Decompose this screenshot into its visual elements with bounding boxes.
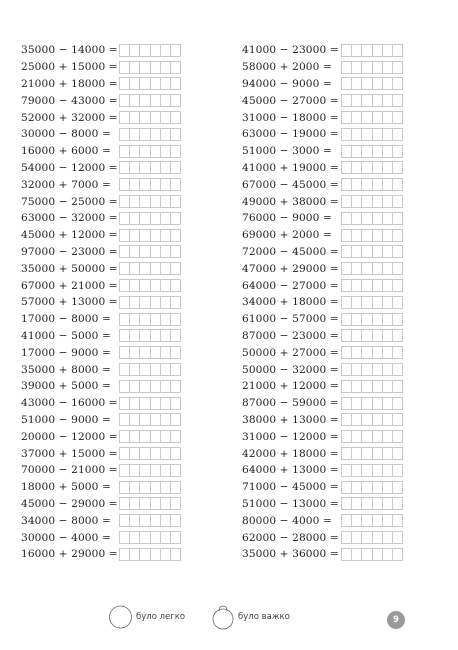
answer-cells [341,77,402,90]
exercise-expression: 41000 + 19000 = [242,161,339,174]
answer-cells [119,245,180,258]
answer-cell[interactable] [170,245,181,258]
answer-cell[interactable] [392,380,403,393]
answer-cells [119,128,180,141]
exercise-row [242,529,402,546]
exercise-row [21,59,180,76]
exercise-expression: 52000 + 32000 = [21,111,118,124]
answer-cells [119,212,180,225]
answer-cell[interactable] [392,313,403,326]
exercise-row [242,512,402,529]
exercise-row [21,126,180,143]
answer-cell[interactable] [170,77,181,90]
exercise-row [242,277,402,294]
answer-cell[interactable] [170,229,181,242]
answer-cell[interactable] [170,531,181,544]
answer-cell[interactable] [392,145,403,158]
answer-cell[interactable] [392,195,403,208]
answer-cells [119,296,180,309]
exercise-row [21,479,180,496]
answer-cell[interactable] [170,329,181,342]
exercise-row [242,92,402,109]
exercise-row [21,496,180,513]
answer-cells [119,61,180,74]
exercise-row [242,160,402,177]
answer-cells [341,195,402,208]
rating-easy[interactable] [108,604,185,630]
exercise-row [242,76,402,93]
answer-cell[interactable] [170,380,181,393]
exercise-expression: 35000 − 14000 = [21,44,118,57]
answer-cells [341,279,402,292]
exercise-expression: 79000 − 43000 = [21,94,118,107]
answer-cells [119,464,180,477]
answer-cell[interactable] [170,430,181,443]
exercise-expression: 87000 − 23000 = [242,329,339,342]
exercise-row [242,126,402,143]
answer-cells [341,329,402,342]
exercise-expression: 61000 − 57000 = [242,313,339,326]
rating-easy-label: було легко [136,612,186,622]
exercise-row [21,361,180,378]
answer-cells [119,77,180,90]
answer-cells [341,380,402,393]
exercise-row [242,546,402,563]
answer-cell[interactable] [170,178,181,191]
answer-cells [341,245,402,258]
exercise-expression: 49000 + 38000 = [242,195,339,208]
answer-cell[interactable] [392,178,403,191]
answer-cell[interactable] [170,61,181,74]
exercise-row [242,260,402,277]
exercise-expression: 18000 + 5000 = [21,481,111,494]
exercise-expression: 30000 − 4000 = [21,531,111,544]
exercise-row [242,227,402,244]
exercise-expression: 67000 + 21000 = [21,279,118,292]
answer-cell[interactable] [170,363,181,376]
answer-cell[interactable] [392,229,403,242]
exercise-row [242,445,402,462]
exercise-row [21,176,180,193]
exercise-row [242,395,402,412]
exercise-row [21,260,180,277]
answer-cell[interactable] [170,497,181,510]
answer-cell[interactable] [392,413,403,426]
exercise-expression: 31000 − 12000 = [242,430,339,443]
answer-cell[interactable] [392,430,403,443]
answer-cell[interactable] [392,279,403,292]
answer-cells [119,363,180,376]
answer-cells [119,531,180,544]
answer-cell[interactable] [392,61,403,74]
answer-cell[interactable] [392,245,403,258]
answer-cell[interactable] [170,161,181,174]
answer-cell[interactable] [392,447,403,460]
answer-cell[interactable] [392,464,403,477]
exercise-row [242,428,402,445]
exercise-row [21,210,180,227]
exercise-row [21,277,180,294]
answer-cell[interactable] [392,548,403,561]
exercise-row [21,227,180,244]
exercise-expression: 21000 + 18000 = [21,77,118,90]
exercise-expression: 51000 − 9000 = [21,413,111,426]
weight-icon [210,604,236,630]
exercise-expression: 70000 − 21000 = [21,464,118,477]
exercise-expression: 63000 − 32000 = [21,212,118,225]
exercise-expression: 34000 + 18000 = [242,296,339,309]
answer-cell[interactable] [170,195,181,208]
exercise-expression: 64000 + 13000 = [242,464,339,477]
exercise-row [21,445,180,462]
exercise-expression: 76000 − 9000 = [242,212,332,225]
exercise-expression: 47000 + 29000 = [242,262,339,275]
exercise-row [242,294,402,311]
exercise-row [21,328,180,345]
answer-cell[interactable] [170,262,181,275]
exercise-row [242,59,402,76]
answer-cells [341,145,402,158]
exercise-expression: 80000 − 4000 = [242,514,332,527]
exercise-row [21,244,180,261]
exercise-row [21,412,180,429]
answer-cell[interactable] [392,397,403,410]
exercise-expression: 69000 + 2000 = [242,229,332,242]
answer-cell[interactable] [392,481,403,494]
answer-cells [119,313,180,326]
exercise-row [242,344,402,361]
answer-cell[interactable] [170,397,181,410]
answer-cells [341,497,402,510]
exercise-row [21,395,180,412]
exercise-row [21,428,180,445]
answer-cells [119,279,180,292]
rating-hard-label: було важко [238,612,290,622]
exercise-expression: 57000 + 13000 = [21,296,118,309]
exercise-expression: 16000 + 6000 = [21,145,111,158]
exercise-expression: 17000 − 9000 = [21,346,111,359]
answer-cells [119,548,180,561]
page-number-badge: 9 [387,611,405,629]
answer-cell[interactable] [392,329,403,342]
exercise-row [21,143,180,160]
exercise-expression: 97000 − 23000 = [21,245,118,258]
rating-hard[interactable] [210,604,290,630]
exercise-expression: 45000 + 12000 = [21,229,118,242]
answer-cells [341,346,402,359]
answer-cell[interactable] [392,212,403,225]
answer-cells [341,178,402,191]
exercise-expression: 51000 − 13000 = [242,497,339,510]
exercise-expression: 87000 − 59000 = [242,397,339,410]
exercise-row [21,344,180,361]
answer-cell[interactable] [170,313,181,326]
exercise-row [242,176,402,193]
exercise-row [21,92,180,109]
answer-cells [119,514,180,527]
exercise-row [242,462,402,479]
right-exercise-column [242,42,402,563]
exercise-expression: 37000 + 15000 = [21,447,118,460]
answer-cells [341,229,402,242]
exercise-expression: 71000 − 45000 = [242,481,339,494]
answer-cell[interactable] [392,346,403,359]
answer-cell[interactable] [392,262,403,275]
exercise-row [242,143,402,160]
answer-cell[interactable] [170,464,181,477]
answer-cells [341,514,402,527]
answer-cells [119,481,180,494]
exercise-row [21,529,180,546]
exercise-expression: 67000 − 45000 = [242,178,339,191]
exercise-expression: 45000 − 27000 = [242,94,339,107]
answer-cells [119,229,180,242]
answer-cells [341,262,402,275]
answer-cell[interactable] [170,514,181,527]
answer-cells [119,430,180,443]
answer-cell[interactable] [170,212,181,225]
exercise-row [242,412,402,429]
answer-cells [341,128,402,141]
exercise-expression: 51000 − 3000 = [242,145,332,158]
answer-cell[interactable] [170,346,181,359]
answer-cells [119,397,180,410]
answer-cells [341,44,402,57]
exercise-expression: 38000 + 13000 = [242,413,339,426]
exercise-row [21,462,180,479]
answer-cells [341,313,402,326]
answer-cell[interactable] [392,77,403,90]
answer-cells [119,497,180,510]
exercise-expression: 34000 − 8000 = [21,514,111,527]
exercise-expression: 31000 − 18000 = [242,111,339,124]
exercise-row [242,361,402,378]
exercise-expression: 58000 + 2000 = [242,61,332,74]
exercise-expression: 20000 − 12000 = [21,430,118,443]
answer-cell[interactable] [170,279,181,292]
answer-cells [341,397,402,410]
empty-circle-icon [108,604,134,630]
exercise-expression: 17000 − 8000 = [21,313,111,326]
exercise-expression: 94000 − 9000 = [242,77,332,90]
answer-cells [119,346,180,359]
exercise-expression: 50000 − 32000 = [242,363,339,376]
exercise-row [242,109,402,126]
answer-cell[interactable] [392,44,403,57]
exercise-expression: 30000 − 8000 = [21,128,111,141]
answer-cells [119,413,180,426]
answer-cell[interactable] [392,128,403,141]
answer-cell[interactable] [392,111,403,124]
exercise-expression: 32000 + 7000 = [21,178,111,191]
answer-cells [341,363,402,376]
exercise-row [242,479,402,496]
answer-cells [341,464,402,477]
answer-cells [119,380,180,393]
exercise-row [242,378,402,395]
answer-cells [341,111,402,124]
exercise-row [242,42,402,59]
answer-cells [119,94,180,107]
exercise-row [242,496,402,513]
exercise-row [242,210,402,227]
answer-cells [341,161,402,174]
exercise-row [21,76,180,93]
answer-cell[interactable] [170,44,181,57]
answer-cells [341,61,402,74]
exercise-expression: 42000 + 18000 = [242,447,339,460]
answer-cell[interactable] [392,94,403,107]
exercise-row [242,244,402,261]
answer-cell[interactable] [170,447,181,460]
exercise-expression: 64000 − 27000 = [242,279,339,292]
answer-cells [119,195,180,208]
exercise-expression: 62000 − 28000 = [242,531,339,544]
exercise-expression: 35000 + 50000 = [21,262,118,275]
exercise-row [21,160,180,177]
exercise-expression: 41000 − 23000 = [242,44,339,57]
exercise-row [21,193,180,210]
answer-cell[interactable] [392,497,403,510]
answer-cells [119,262,180,275]
answer-cells [341,481,402,494]
answer-cells [119,178,180,191]
answer-cell[interactable] [170,296,181,309]
answer-cell[interactable] [392,531,403,544]
exercise-expression: 41000 − 5000 = [21,329,111,342]
answer-cells [341,296,402,309]
answer-cell[interactable] [392,161,403,174]
answer-cells [119,145,180,158]
exercise-expression: 72000 − 45000 = [242,245,339,258]
answer-cell[interactable] [170,94,181,107]
answer-cells [119,161,180,174]
exercise-row [242,328,402,345]
answer-cells [341,212,402,225]
exercise-row [21,42,180,59]
answer-cell[interactable] [392,363,403,376]
answer-cells [119,329,180,342]
left-exercise-column [21,42,180,563]
answer-cells [119,447,180,460]
exercise-expression: 25000 + 15000 = [21,61,118,74]
exercise-row [21,311,180,328]
answer-cells [119,44,180,57]
exercise-row [21,546,180,563]
exercise-row [21,294,180,311]
exercise-row [21,378,180,395]
answer-cell[interactable] [170,413,181,426]
exercise-expression: 39000 + 5000 = [21,380,111,393]
answer-cell[interactable] [170,111,181,124]
answer-cell[interactable] [392,514,403,527]
exercise-expression: 43000 − 16000 = [21,397,118,410]
answer-cells [341,531,402,544]
answer-cells [341,447,402,460]
exercise-expression: 16000 + 29000 = [21,548,118,561]
exercise-row [21,109,180,126]
answer-cell[interactable] [170,481,181,494]
answer-cells [341,94,402,107]
answer-cells [341,413,402,426]
exercise-expression: 75000 − 25000 = [21,195,118,208]
exercise-row [242,311,402,328]
exercise-expression: 63000 − 19000 = [242,128,339,141]
exercise-row [21,512,180,529]
exercise-expression: 35000 + 36000 = [242,548,339,561]
answer-cells [341,548,402,561]
exercise-expression: 54000 − 12000 = [21,161,118,174]
answer-cell[interactable] [392,296,403,309]
exercise-row [242,193,402,210]
answer-cell[interactable] [170,548,181,561]
exercise-expression: 35000 + 8000 = [21,363,111,376]
exercise-expression: 50000 + 27000 = [242,346,339,359]
answer-cell[interactable] [170,145,181,158]
answer-cell[interactable] [170,128,181,141]
answer-cells [119,111,180,124]
exercise-expression: 45000 − 29000 = [21,497,118,510]
exercise-expression: 21000 + 12000 = [242,380,339,393]
answer-cells [341,430,402,443]
